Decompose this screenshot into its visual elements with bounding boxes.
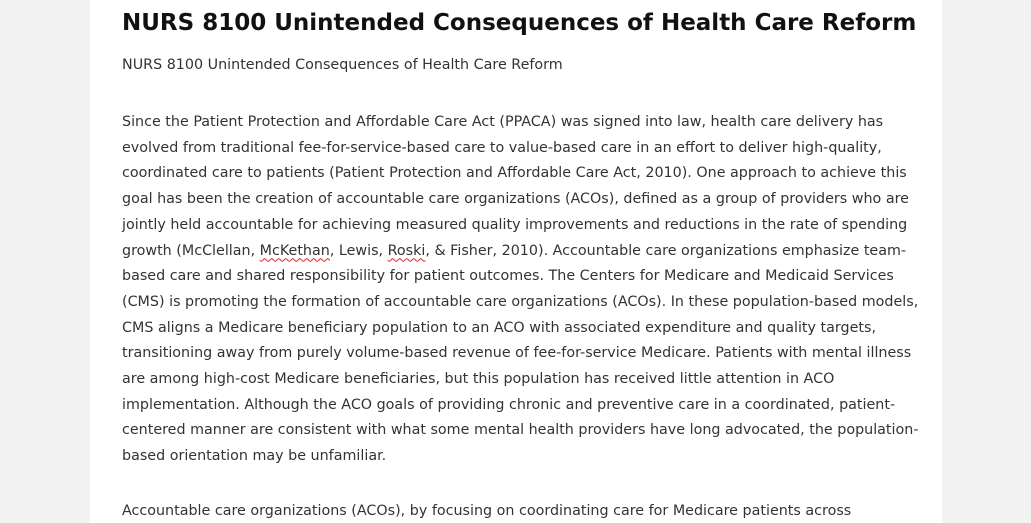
paragraph-line: implementation. Although the ACO goals of providing chronic and preventive care in a coordinated, patient- bbox=[122, 396, 896, 413]
paragraph-line: evolved from traditional fee-for-service-based care to value-based care in an effort to deliver high-quality, bbox=[122, 139, 882, 156]
paragraph-line: (CMS) is promoting the formation of accountable care organizations (ACOs). In these population-based models, bbox=[122, 293, 919, 310]
paragraph-line: centered manner are consistent with what some mental health providers have long advocated, the population- bbox=[122, 422, 919, 439]
spellcheck-flagged-word[interactable]: McKethan bbox=[259, 242, 330, 259]
article-card bbox=[90, 0, 942, 523]
paragraph-line: jointly held accountable for achieving measured quality improvements and reductions in the rate of spending bbox=[122, 216, 908, 233]
paragraph-line: are among high-cost Medicare beneficiaries, but this population has received little attention in ACO bbox=[122, 371, 835, 388]
paragraph-line: transitioning away from purely volume-based revenue of fee-for-service Medicare. Patients with mental illness bbox=[122, 345, 912, 362]
body-paragraph-1 bbox=[122, 110, 919, 470]
body-paragraph-2 bbox=[122, 499, 912, 523]
paragraph-line: Since the Patient Protection and Affordable Care Act (PPACA) was signed into law, health care delivery has bbox=[122, 114, 884, 130]
paragraph-line: CMS aligns a Medicare beneficiary population to an ACO with associated expenditure and quality targets, bbox=[122, 319, 876, 336]
citation-mid: , Lewis, bbox=[329, 242, 388, 259]
citation-tail: , & Fisher, 2010). Accountable care organizations emphasize team- bbox=[425, 242, 907, 259]
paragraph-line: coordinated care to patients (Patient Protection and Affordable Care Act, 2010). One approach to achieve this bbox=[122, 165, 907, 182]
article-subtitle: NURS 8100 Unintended Consequences of Health Care Reform bbox=[122, 57, 563, 73]
spellcheck-flagged-word[interactable]: Roski bbox=[387, 242, 426, 259]
paragraph-line: based care and shared responsibility for patient outcomes. The Centers for Medicare and Medicaid Services bbox=[122, 268, 894, 285]
citation-lead: growth (McClellan, bbox=[122, 242, 260, 259]
citation-line bbox=[122, 239, 912, 265]
paragraph-line: based orientation may be unfamiliar. bbox=[122, 448, 387, 465]
paragraph-line: Accountable care organizations (ACOs), by focusing on coordinating care for Medicare patients across bbox=[122, 503, 852, 519]
paragraph-line: goal has been the creation of accountable care organizations (ACOs), defined as a group of providers who are bbox=[122, 191, 909, 208]
page-title: NURS 8100 Unintended Consequences of Health Care Reform bbox=[122, 10, 917, 36]
